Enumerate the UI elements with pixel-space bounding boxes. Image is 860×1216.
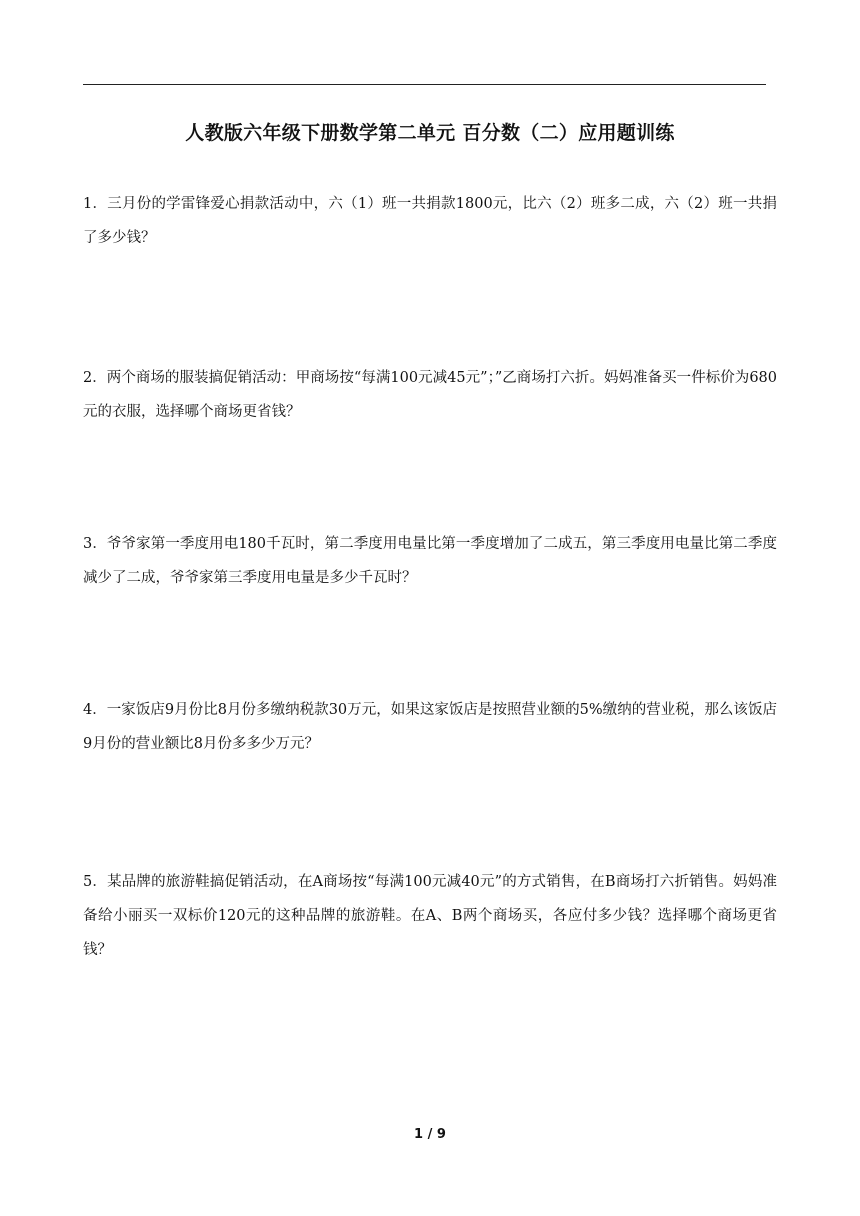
question-1: 1．三月份的学雷锋爱心捐款活动中，六（1）班一共捐款1800元，比六（2）班多二成，六（2）班一共捐了多少钱？ [83,196,777,246]
document-title: 人教版六年级下册数学第二单元 百分数（二）应用题训练 [185,122,675,144]
header-rule [83,84,766,85]
page-number: 1 / 9 [414,1127,446,1142]
question-2: 2．两个商场的服装搞促销活动：甲商场按“每满100元减45元”；”乙商场打六折。妈妈准备买一件标价为680元的衣服，选择哪个商场更省钱？ [83,370,777,420]
question-3: 3．爷爷家第一季度用电180千瓦时，第二季度用电量比第一季度增加了二成五，第三季度用电量比第二季度减少了二成，爷爷家第三季度用电量是多少千瓦时？ [83,536,777,586]
question-5: 5．某品牌的旅游鞋搞促销活动，在A商场按“每满100元减40元”的方式销售，在B商场打六折销售。妈妈准备给小丽买一双标价120元的这种品牌的旅游鞋。在A、B两个商场买，各应付多少钱？选择哪个商场更省钱？ [83,874,777,958]
question-4: 4．一家饭店9月份比8月份多缴纳税款30万元，如果这家饭店是按照营业额的5%缴纳的营业税，那么该饭店9月份的营业额比8月份多多少万元？ [83,702,777,752]
